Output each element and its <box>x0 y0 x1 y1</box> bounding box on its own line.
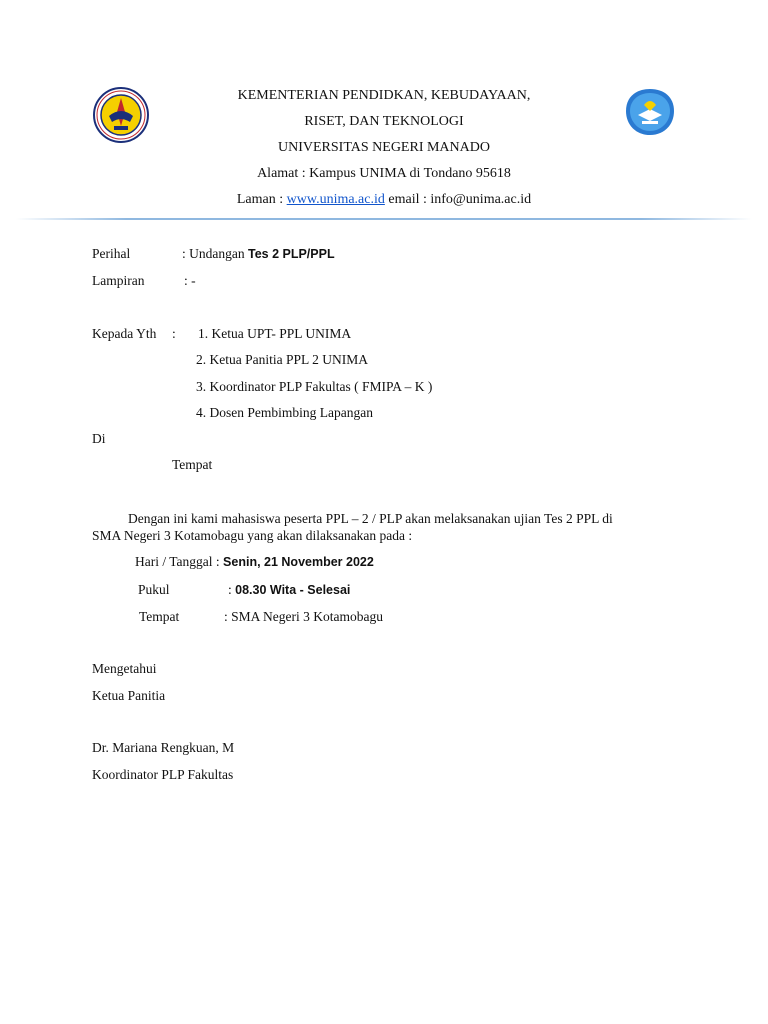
body-paragraph-line2: SMA Negeri 3 Kotamobagu yang akan dilaksanakan pada : <box>92 528 413 543</box>
di-label: Di <box>92 431 106 446</box>
lampiran-label: Lampiran <box>92 273 145 288</box>
kepada-label: Kepada Yth <box>92 326 157 341</box>
recipient-item: 3. Koordinator PLP Fakultas ( FMIPA – K ) <box>196 379 433 394</box>
body-paragraph-line1: Dengan ini kami mahasiswa peserta PPL – 2 / PLP akan melaksanakan ujian Tes 2 PPL di <box>128 511 613 526</box>
contact-email: email : info@unima.ac.id <box>384 192 532 207</box>
hari-label: Hari / Tanggal : <box>135 554 224 569</box>
perihal-label: Perihal <box>92 246 131 261</box>
recipient-item: 2. Ketua Panitia PPL 2 UNIMA <box>196 352 368 367</box>
header-ministry: KEMENTERIAN PENDIDKAN, KEBUDAYAAN, <box>237 88 531 103</box>
tempat-value: : SMA Negeri 3 Kotamobagu <box>224 609 383 624</box>
tempat-line: Tempat <box>172 457 213 472</box>
hari-value: Senin, 21 November 2022 <box>223 555 374 569</box>
mengetahui-label: Mengetahui <box>92 661 157 676</box>
hari-row <box>135 554 374 570</box>
kepada-colon: : <box>172 326 176 341</box>
header-research: RISET, DAN TEKNOLOGI <box>304 114 464 129</box>
header-address: Alamat : Kampus UNIMA di Tondano 95618 <box>257 166 511 181</box>
perihal-colon: : Undangan <box>182 246 248 261</box>
signatory-name: Dr. Mariana Rengkuan, M <box>92 740 235 755</box>
lampiran-value: : - <box>184 273 196 288</box>
perihal-value <box>182 246 335 262</box>
contact-prefix: Laman : <box>236 192 287 207</box>
perihal-subject: Tes 2 PLP/PPL <box>247 247 335 261</box>
coordinator-label: Koordinator PLP Fakultas <box>92 767 234 782</box>
pukul-value <box>228 582 350 598</box>
recipient-item: 1. Ketua UPT- PPL UNIMA <box>198 326 352 341</box>
website-link[interactable]: www.unima.ac.id <box>286 192 385 207</box>
header-university: UNIVERSITAS NEGERI MANADO <box>278 140 490 155</box>
recipient-item: 4. Dosen Pembimbing Lapangan <box>196 405 373 420</box>
pukul-colon: : <box>228 582 236 597</box>
header-contact <box>0 192 768 208</box>
ketua-panitia-label: Ketua Panitia <box>92 688 166 703</box>
tempat-label: Tempat <box>139 609 180 624</box>
pukul-time: 08.30 Wita - Selesai <box>235 583 351 597</box>
header-divider <box>16 218 752 220</box>
pukul-label: Pukul <box>138 582 170 597</box>
